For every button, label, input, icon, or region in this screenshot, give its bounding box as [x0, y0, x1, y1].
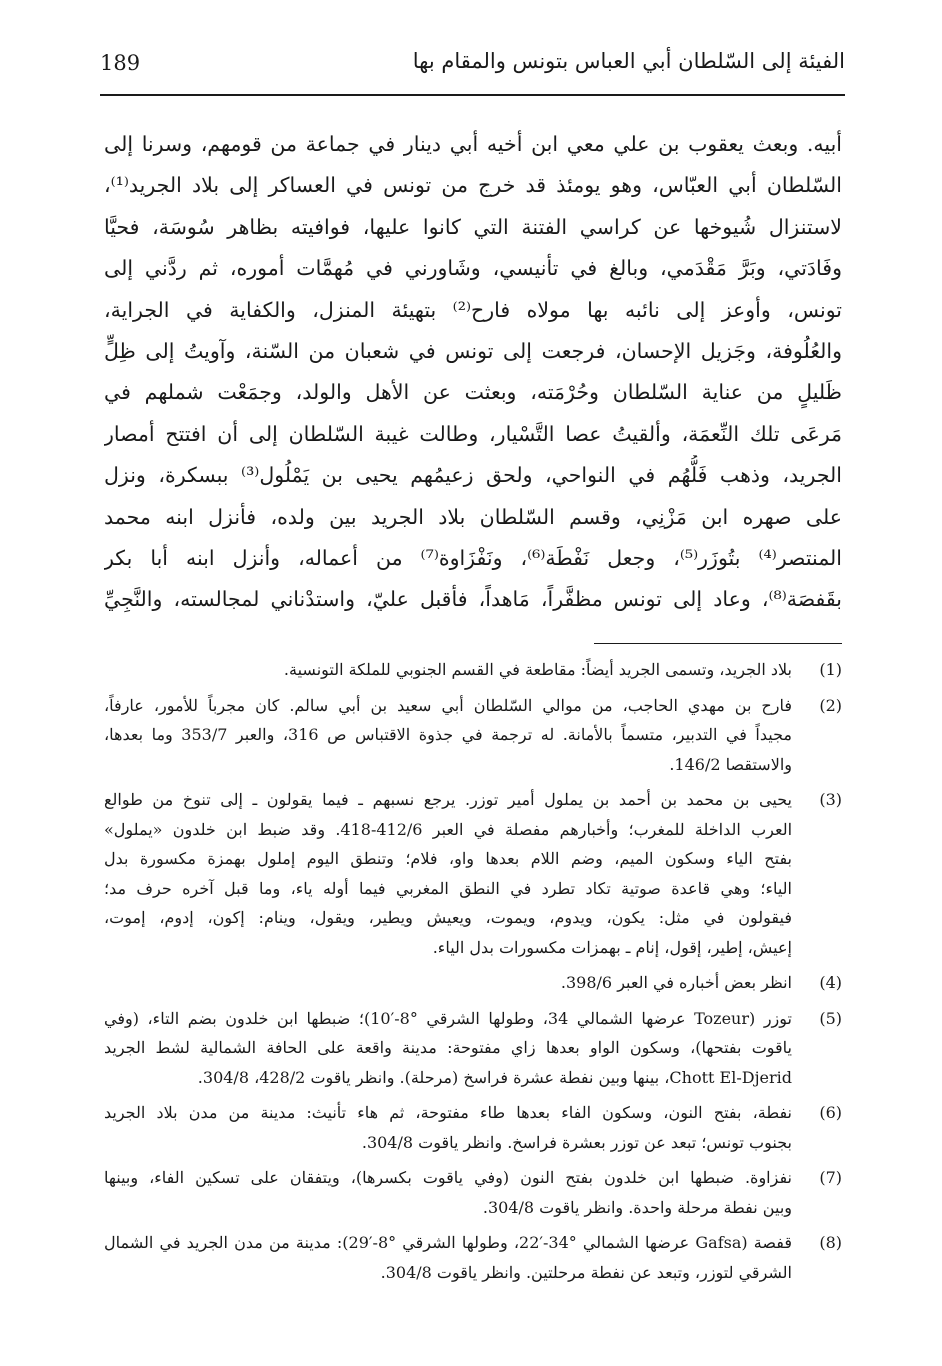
footnote-8 — [104, 1228, 842, 1287]
footnote-line: قفصة (Gafsa عرضها الشمالي °34-′22، وطولها الشرقي °8-′29): مدينة من مدن الجريد في الشمال — [104, 1233, 792, 1252]
footnote-4 — [104, 968, 842, 998]
main-text-line: وفَادَتي، وبَرَّ مَقْدَمي، وبالغ في تأنيسي، وشَاورني في مُهمَّات أموره، ثم ردَّني إلى — [104, 256, 842, 281]
footnote-line: العرب الداخلة للمغرب؛ وأخبارهم مفصلة في العبر 412/6-418. وقد ضبط ابن خلدون «يملول» — [104, 819, 792, 839]
footnote-1 — [104, 655, 842, 685]
footnote-line: والاستقصا 146/2. — [669, 754, 792, 774]
footnote-7 — [104, 1163, 842, 1222]
footnote-line: الشرقي لتوزر، وتبعد عن نفطة مرحلتين. وانظر ياقوت 304/8. — [380, 1262, 792, 1282]
footnote-line: الياء؛ وهي قاعدة صوتية تكاد تطرد في النطق المغربي فيما أوله ياء، وما قبل آخره حرف مد؛ — [104, 878, 792, 898]
running-title: الفيئة إلى السّلطان أبي العباس بتونس والمقام بها — [412, 49, 845, 73]
footnote-6 — [104, 1098, 842, 1157]
footnotes — [104, 655, 842, 1293]
footnote-line: وبين نفطة مرحلة واحدة. وانظر ياقوت 304/8. — [482, 1197, 792, 1217]
footnote-separator — [594, 643, 842, 644]
main-text-line: مَرعَى تلك النِّعمَة، وألقيتُ عصا التَّسْيار، وطالت غيبة السّلطان إلى أن افتتح أمصار — [104, 421, 842, 446]
footnote-line: Chott El-Djerid، بينها وبين نفطة عشرة فراسخ (مرحلة). وانظر ياقوت 428/2، 304/8. — [197, 1067, 792, 1087]
footnote-line: نفزاوة. ضبطها ابن خلدون بفتح النون (وفي ياقوت بكسرها)، ويتفقان على تسكين الفاء، وبينها — [104, 1168, 792, 1187]
footnote-3 — [104, 785, 842, 962]
footnote-line: فيقولون في مثل: يكون، ويدوم، ويموت، ويعيش ويطير، ويقول، وينام: إكون، إدوم، إموت، — [104, 908, 792, 927]
footnote-line: نفطة، بفتح النون، وسكون الفاء بعدها طاء مفتوحة، ثم هاء تأنيث: مدينة من مدن بلاد الجريد — [104, 1103, 792, 1122]
footnote-line: إعيش، إطير، إقول، إنام ـ بهمزات مكسورات بدل الياء. — [432, 937, 792, 957]
footnote-number: (3) — [819, 790, 842, 809]
main-text-line: أبيه. وبعث يعقوب بن علي معي ابن أخيه أبي دينار في جماعة من قومهم، وسرنا إلى — [104, 132, 842, 156]
footnote-line: بجنوب تونس؛ تبعد عن توزر بعشرة فراسخ. وانظر ياقوت 304/8. — [361, 1132, 792, 1152]
footnote-number: (8) — [819, 1233, 842, 1252]
main-text-line: الجريد، وذهب فَلُّهُم في النواحي، ولحق زعيمُهم يحيى بن يَمْلُول⁽³⁾ ببسكرة، ونزل — [104, 463, 842, 488]
main-text-line: على صهره ابن مَزْنِي، وقسم السّلطان بلاد الجريد بين ولده، فأنزل ابنه محمد — [104, 504, 842, 529]
footnote-2 — [104, 691, 842, 780]
footnote-5 — [104, 1004, 842, 1093]
footnote-number: (4) — [819, 973, 842, 992]
footnote-number: (6) — [819, 1103, 842, 1122]
footnote-line: فارح بن مهدي الحاجب، من موالي السّلطان أبي سعيد بن أبي سالم. كان مجرباً للأمور، عارفاً، — [104, 695, 792, 715]
footnote-line: ياقوت بفتحها)، وسكون الواو بعدها زاي مفتوحة: مدينة واقعة على الحافة الشمالية لشط الجريد — [104, 1038, 792, 1057]
footnote-line: يحيى بن محمد بن أحمد بن يملول أمير توزر. يرجع نسبهم ـ فيما يقولون ـ إلى تنوخ من طوالع — [104, 790, 792, 809]
running-header — [100, 42, 845, 96]
footnote-line: انظر بعض أخباره في العبر 398/6. — [560, 973, 792, 992]
main-text-line: ظَليلٍ من عناية السّلطان وحُرْمَته، وبعثت عن الأهل والولد، وجمَعْت شملهم في — [104, 380, 842, 405]
main-text-line: المنتصر⁽⁴⁾ بتُوزَر⁽⁵⁾، وجعل نَفْطَة⁽⁶⁾، ونَفْزَاوة⁽⁷⁾ من أعماله، وأنزل ابنه أبا بكر — [104, 545, 842, 570]
footnote-line: بلاد الجريد، وتسمى الجريد أيضاً: مقاطعة في القسم الجنوبي للملكة التونسية. — [283, 660, 792, 679]
footnote-number: (7) — [819, 1168, 842, 1187]
main-text-line: السّلطان أبي العبّاس، وهو يومئذ قد خرج من تونس في العساكر إلى بلاد الجريد⁽¹⁾، — [104, 173, 842, 198]
footnote-number: (2) — [819, 695, 842, 715]
main-text-line: بقَفصَة⁽⁸⁾، وعاد إلى تونس مظفَّراً، مَاهداً، فأقبل عليّ، واستدْناني لمجالسته، والنَّجِيِّ — [104, 587, 842, 612]
footnote-line: مجيداً في التدبير، متسماً بالأمانة. له ترجمة في جذوة الاقتباس ص 316، والعبر 353/7 وما بعدها، — [104, 725, 792, 744]
footnote-line: توزر (Tozeur عرضها الشمالي 34، وطولها الشرقي °8-′10)؛ ضبطها ابن خلدون بضم التاء، (وفي — [104, 1008, 792, 1028]
main-text — [104, 124, 842, 621]
main-text-line: لاستنزال شُيوخها عن كراسي الفتنة التي كانوا عليها، فوافيته بظاهر سُوسَة، فحيَّا — [104, 214, 842, 239]
main-text-line: والعُلُوفة، وجَزيل الإحسان، فرجعت إلى تونس في شعبان من السّنة، وآويتُ إلى ظِلٍّ — [104, 338, 842, 363]
footnote-number: (5) — [819, 1008, 842, 1028]
main-text-line: تونس، وأوعز إلى نائبه بها مولاه فارح⁽²⁾ بتهيئة المنزل، والكفاية في الجراية، — [104, 297, 842, 322]
page-number: 189 — [100, 51, 141, 75]
footnote-number: (1) — [819, 660, 842, 679]
footnote-line: بفتح الياء وسكون الميم، وضم اللام بعدها واو، فلام؛ وتنطق اليوم إملول بهمزة مكسورة بدل — [104, 849, 792, 868]
